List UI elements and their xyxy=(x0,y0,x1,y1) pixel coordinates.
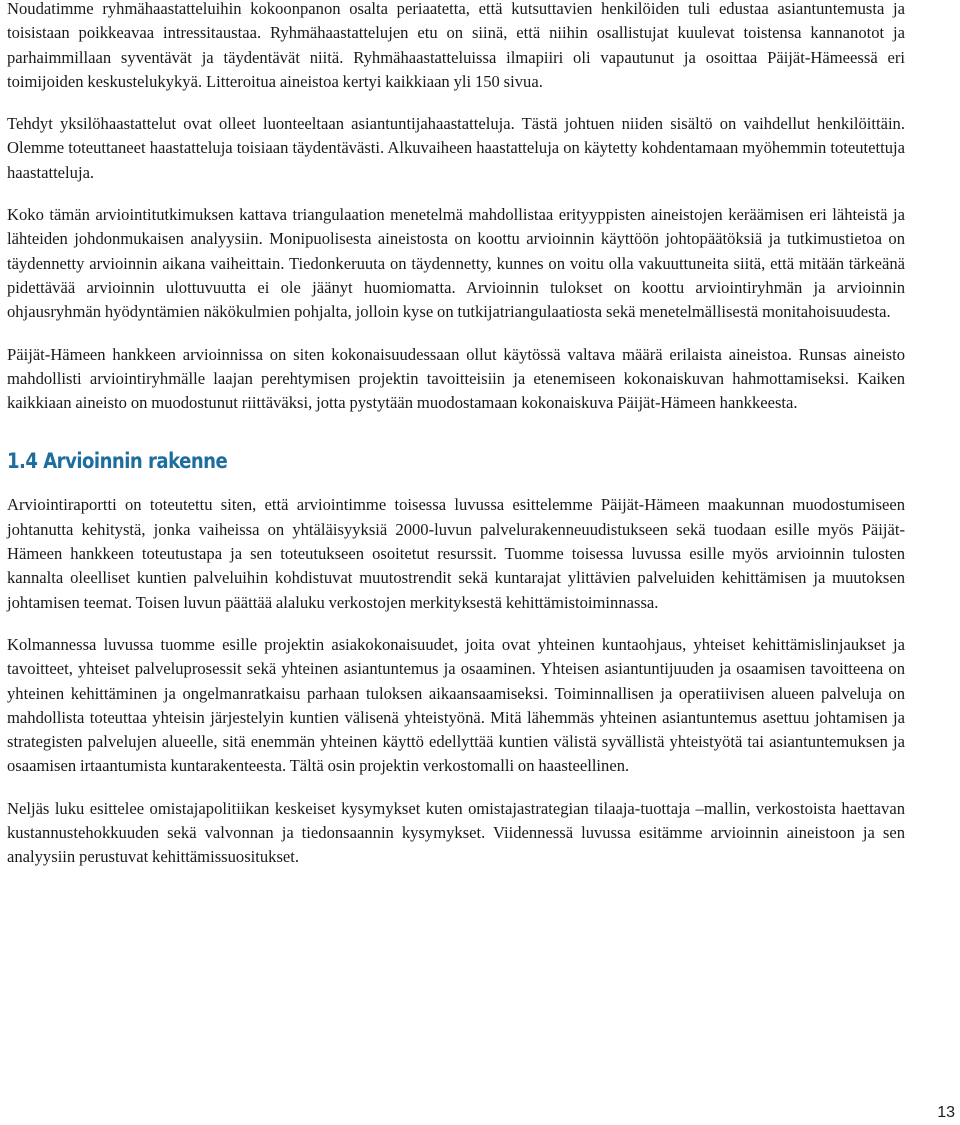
section-heading: 1.4 Arvioinnin rakenne xyxy=(7,449,228,474)
paragraph-chapter-three: Kolmannessa luvussa tuomme esille projektin asiakokonaisuudet, joita ovat yhteinen kuntaohjaus, yhteiset kehittämislinjaukset ja tavoitteet, yhteiset palveluprosessit sekä yhteinen asiantuntemus ja osaaminen. Yhteisen asiantuntijuuden ja osaamisen tavoitteena on yhteinen kehittäminen ja ongelmanratkaisu parhaan tuloksen aikaansaamiseksi. Toiminnallisen ja operatiivisen alueen palveluja on mahdollista toteuttaa yhteisin järjestelyin kuntien välisenä yhteistyönä. Mitä lähemmäs yhteinen asiantuntemus asettuu johtamisen ja strategisten palvelujen alueelle, sitä enemmän yhteinen käyttö edellyttää kuntien välistä syvällistä yhteistyötä tai asiantuntemuksen ja osaamisen irtaantumista kuntarakenteesta. Tältä osin projektin verkostomalli on haasteellinen. xyxy=(7,634,905,776)
document-page xyxy=(7,0,905,870)
paragraph-chapter-four: Neljäs luku esittelee omistajapolitiikan keskeiset kysymykset kuten omistajastrategian tilaaja-tuottaja –mallin, verkostoista haettavan kustannustehokkuuden sekä valvonnan ja tiedonsaannin kysymykset. Viidennessä luvussa esitämme arvioinnin aineistoon ja sen analyysiin perustuvat kehittämissuositukset. xyxy=(7,798,905,867)
paragraph-triangulation: Koko tämän arviointitutkimuksen kattava triangulaation menetelmä mahdollistaa erityyppisten aineistojen keräämisen eri lähteistä ja lähteiden johdonmukaisen analyysiin. Monipuolisesta aineistosta on koottu arvioinnin käyttöön johtopäätöksiä ja tutkimustietoa on täydennetty arvioinnin aikana vaiheittain. Tiedonkeruuta on täydennetty, kunnes on voitu olla vakuuttuneita siitä, että mitään tärkeänä pidettävää arvioinnin ulottuvuutta ei ole jäänyt huomiomatta. Arvioinnin tulokset on koottu arviointiryhmän ja arvioinnin ohjausryhmän hyödyntämien näkökulmien pohjalta, jolloin kyse on tutkijatriangulaatiosta sekä menetelmällisestä monitahoisuudesta. xyxy=(7,205,905,322)
paragraph-individual-interviews: Tehdyt yksilöhaastattelut ovat olleet luonteeltaan asiantuntijahaastatteluja. Tästä johtuen niiden sisältö on vaihdellut henkilöittäin. Olemme toteuttaneet haastatteluja toisiaan täydentävästi. Alkuvaiheen haastatteluja on käytetty kohdentamaan myöhemmin toteutettuja haastatteluja. xyxy=(7,114,905,182)
paragraph-group-interviews: Noudatimme ryhmähaastatteluihin kokoonpanon osalta periaatetta, että kutsuttavien henkilöiden tuli edustaa asiantuntemusta ja toisistaan poikkeavaa intressitaustaa. Ryhmähaastattelujen etu on siinä, että niihin osallistujat kuulevat toistensa kannanotot ja parhaimmillaan syventävät ja täydentävät niitä. Ryhmähaastatteluissa ilmapiiri oli vapautunut ja osoittaa Päijät-Hämeessä eri toimijoiden keskustelukykyä. Litteroitua aineistoa kertyi kaikkiaan yli 150 sivua. xyxy=(7,0,905,91)
page-number: 13 xyxy=(937,1104,955,1121)
paragraph-report-structure: Arviointiraportti on toteutettu siten, että arviointimme toisessa luvussa esittelemme Päijät-Hämeen maakunnan muodostumiseen johtanutta kehitystä, jonka vaiheissa on yhtäläisyyksiä 2000-luvun palvelurakenneuudistukseen sekä tuodaan esille myös Päijät-Hämeen hankkeen toteutustapa ja sen toteutukseen osoitetut resurssit. Tuomme toisessa luvussa esille myös arvioinnin tulosten kannalta oleelliset kuntien palveluihin kohdistuvat muutostrendit sekä kuntarajat ylittävien palveluiden kehittämisen ja muutoksen johtamisen teemat. Toisen luvun päättää alaluku verkostojen merkityksestä kehittämistoiminnassa. xyxy=(7,495,905,612)
paragraph-material-summary: Päijät-Hämeen hankkeen arvioinnissa on siten kokonaisuudessaan ollut käytössä valtava määrä erilaista aineistoa. Runsas aineisto mahdollisti arviointiryhmälle laajan perehtymisen projektin tavoitteisiin ja etenemiseen kokonaiskuvan hahmottamiseksi. Kaiken kaikkiaan aineisto on muodostunut riittäväksi, jotta pystytään muodostamaan kokonaiskuva Päijät-Hämeen hankkeesta. xyxy=(7,344,905,413)
